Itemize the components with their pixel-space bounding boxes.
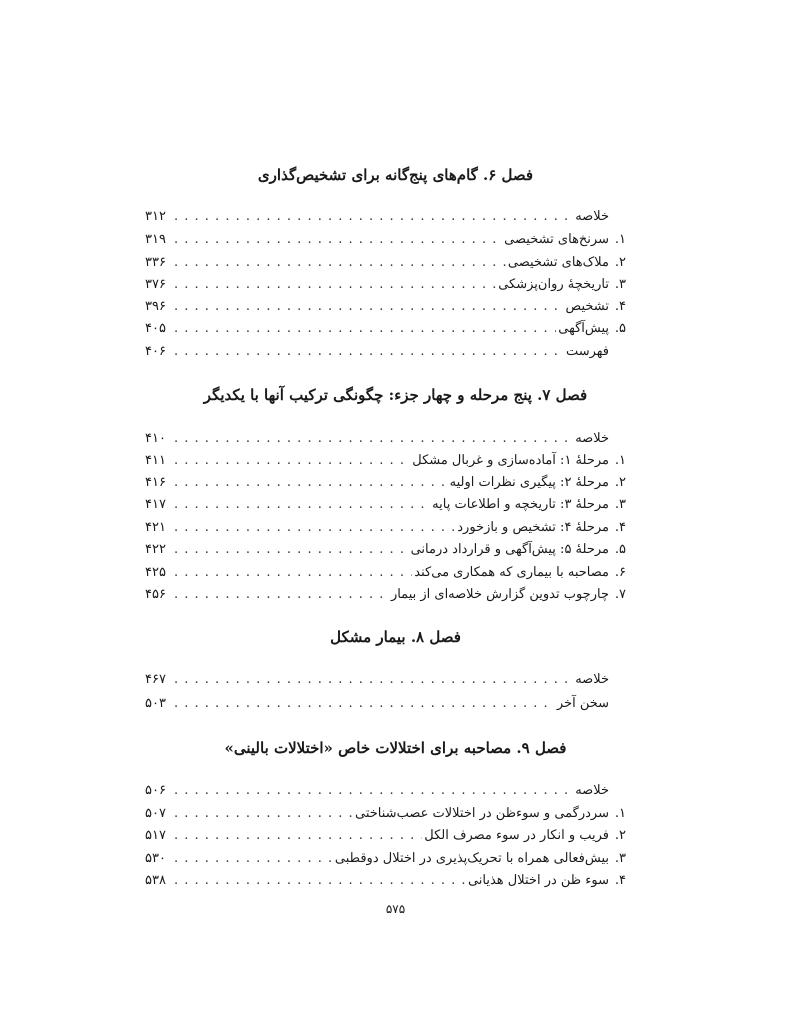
entry-title: چارچوب تدوین گزارش خلاصه‌ای از بیمار — [390, 586, 609, 602]
dot-leader — [174, 783, 573, 798]
entry-number: ۵. — [614, 320, 626, 336]
toc-entry — [145, 275, 626, 293]
dot-leader — [174, 277, 496, 292]
entry-page-number: ۳۳۶ — [145, 254, 166, 270]
entry-page-number: ۴۱۰ — [145, 430, 166, 446]
toc-entry — [145, 670, 626, 688]
dot-leader — [174, 873, 466, 888]
dot-leader — [174, 475, 448, 490]
entry-page-number: ۳۱۲ — [145, 208, 166, 224]
entry-title: خلاصه — [575, 208, 609, 224]
entry-title: سخن آخر — [556, 695, 609, 711]
entry-title: مرحلهٔ ۳: تاریخچه و اطلاعات پایه — [432, 496, 609, 512]
entry-page-number: ۴۰۶ — [145, 343, 166, 359]
dot-leader — [174, 587, 389, 602]
toc-entry — [145, 563, 626, 581]
toc-entry — [145, 319, 626, 337]
section-title: فصل ۹. مصاحبه برای اختلالات خاص «اختلالات بالینی» — [224, 739, 567, 757]
toc-entry — [145, 429, 626, 447]
entry-page-number: ۵۳۸ — [145, 872, 166, 888]
entry-title: بیش‌فعالی همراه با تحریک‌پذیری در اختلال دوقطبی — [334, 850, 609, 866]
toc-entry — [145, 826, 626, 844]
entry-page-number: ۵۳۰ — [145, 850, 166, 866]
toc-entry — [145, 230, 626, 248]
entry-number: ۳. — [614, 850, 626, 866]
entry-page-number: ۵۰۳ — [145, 695, 166, 711]
section-title: فصل ۸. بیمار مشکل — [330, 628, 461, 646]
entry-title: مصاحبه با بیماری که همکاری می‌کند — [414, 564, 609, 580]
entry-title: سردرگمی و سوءظن در اختلالات عصب‌شناختی — [355, 805, 609, 821]
entry-title: خلاصه — [575, 782, 609, 798]
entry-title: فهرست — [565, 343, 609, 359]
entry-number: ۴. — [614, 519, 626, 535]
dot-leader — [174, 232, 502, 247]
entry-page-number: ۵۰۷ — [145, 805, 166, 821]
toc-entry — [145, 207, 626, 225]
section-title: فصل ۷. پنج مرحله و چهار جزء: چگونگی ترکیب آنها با یکدیگر — [203, 386, 588, 404]
entry-number: ۶. — [614, 564, 626, 580]
entry-page-number: ۴۱۶ — [145, 474, 166, 490]
entry-page-number: ۴۱۷ — [145, 496, 166, 512]
entry-number: ۱. — [614, 805, 626, 821]
entry-page-number: ۴۱۱ — [145, 452, 166, 468]
dot-leader — [174, 565, 412, 580]
dot-leader — [174, 344, 564, 359]
entry-title: تشخیص — [565, 298, 609, 314]
dot-leader — [174, 431, 573, 446]
entry-title: مرحلهٔ ۴: تشخیص و بازخورد — [457, 519, 609, 535]
entry-title: فریب و انکار در سوء مصرف الکل — [424, 827, 609, 843]
toc-entry — [145, 804, 626, 822]
toc-entry — [145, 253, 626, 271]
entry-number: ۷. — [614, 586, 626, 602]
entry-page-number: ۴۶۷ — [145, 671, 166, 687]
toc-entry — [145, 540, 626, 558]
entry-title: مرحلهٔ ۱: آماده‌سازی و غربال مشکل — [412, 452, 609, 468]
entry-number: ۲. — [614, 827, 626, 843]
entry-title: تاریخچهٔ روان‌پزشکی — [498, 276, 609, 292]
entry-page-number: ۴۲۵ — [145, 564, 166, 580]
entry-number: ۴. — [614, 872, 626, 888]
entry-page-number: ۴۵۶ — [145, 586, 166, 602]
dot-leader — [174, 209, 573, 224]
entry-page-number: ۳۷۶ — [145, 276, 166, 292]
entry-number: ۳. — [614, 276, 626, 292]
dot-leader — [174, 321, 556, 336]
toc-entry — [145, 495, 626, 513]
toc-entry — [145, 871, 626, 889]
entry-title: خلاصه — [575, 671, 609, 687]
entry-page-number: ۴۲۱ — [145, 519, 166, 535]
toc-entry — [145, 585, 626, 603]
dot-leader — [174, 806, 353, 821]
entry-page-number: ۵۱۷ — [145, 827, 166, 843]
entry-title: سوء ظن در اختلال هذیانی — [467, 872, 609, 888]
toc-entry — [145, 297, 626, 315]
dot-leader — [174, 520, 455, 535]
entry-number: ۵. — [614, 541, 626, 557]
dot-leader — [174, 851, 333, 866]
entry-number: ۱. — [614, 231, 626, 247]
section-title: فصل ۶. گام‌های پنج‌گانه برای تشخیص‌گذاری — [257, 166, 534, 184]
entry-title: سرنخ‌های تشخیصی — [504, 231, 609, 247]
dot-leader — [174, 255, 506, 270]
entry-page-number: ۴۰۵ — [145, 320, 166, 336]
dot-leader — [174, 453, 410, 468]
toc-entry — [145, 694, 626, 712]
entry-page-number: ۳۱۹ — [145, 231, 166, 247]
entry-number: ۲. — [614, 474, 626, 490]
entry-title: ملاک‌های تشخیصی — [507, 254, 609, 270]
toc-entry — [145, 781, 626, 799]
entry-page-number: ۳۹۶ — [145, 298, 166, 314]
toc-entry — [145, 342, 626, 360]
entry-number: ۴. — [614, 298, 626, 314]
entry-number: ۲. — [614, 254, 626, 270]
toc-entry — [145, 849, 626, 867]
dot-leader — [174, 672, 573, 687]
dot-leader — [174, 696, 555, 711]
page-number: ۵۷۵ — [385, 902, 406, 916]
toc-entry — [145, 473, 626, 491]
toc-entry — [145, 518, 626, 536]
dot-leader — [174, 828, 422, 843]
dot-leader — [174, 497, 430, 512]
entry-title: پیش‌آگهی — [558, 320, 609, 336]
entry-page-number: ۵۰۶ — [145, 782, 166, 798]
toc-entry — [145, 451, 626, 469]
entry-number: ۱. — [614, 452, 626, 468]
entry-title: مرحلهٔ ۵: پیش‌آگهی و قرارداد درمانی — [410, 541, 609, 557]
entry-title: خلاصه — [575, 430, 609, 446]
dot-leader — [174, 299, 564, 314]
dot-leader — [174, 542, 409, 557]
entry-number: ۳. — [614, 496, 626, 512]
entry-title: مرحلهٔ ۲: پیگیری نظرات اولیه — [449, 474, 609, 490]
entry-page-number: ۴۲۲ — [145, 541, 166, 557]
